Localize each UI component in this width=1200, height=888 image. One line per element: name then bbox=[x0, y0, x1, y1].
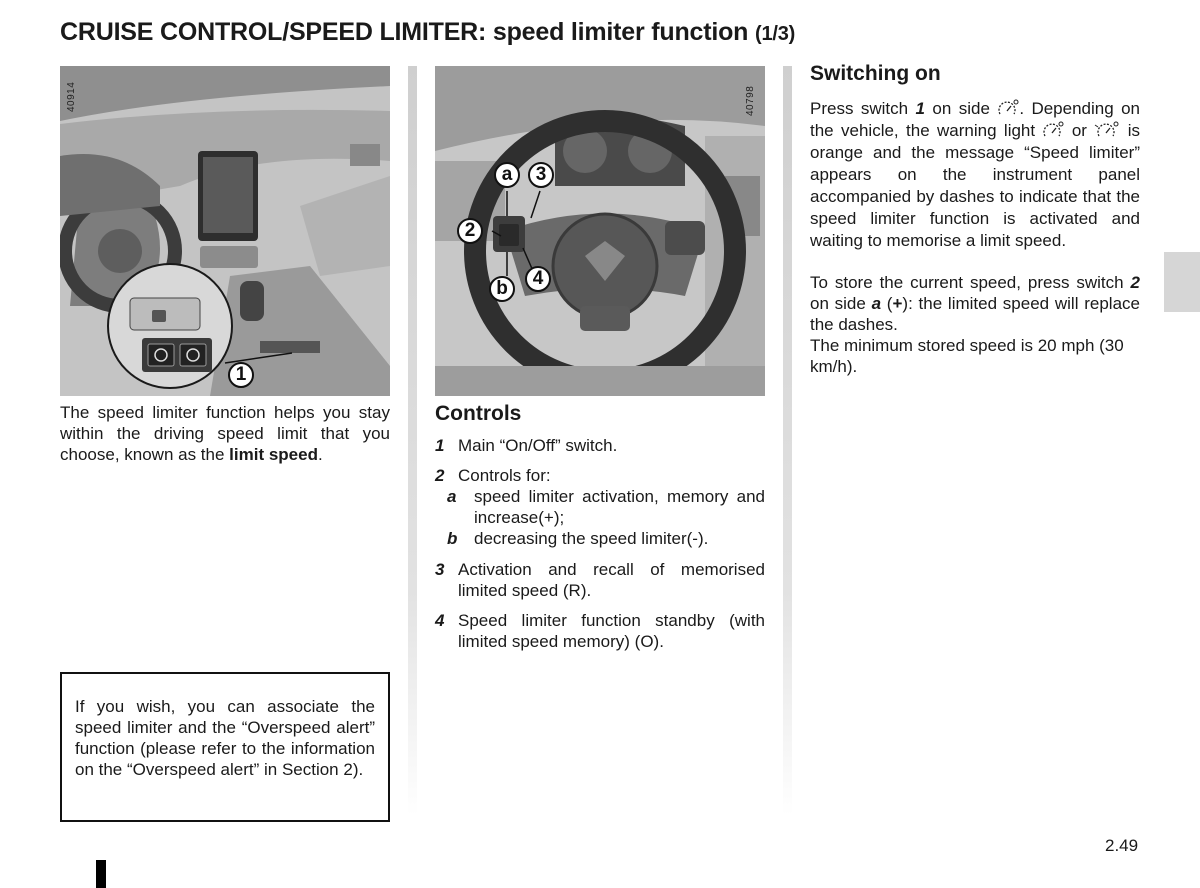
intro-text: The speed limiter function helps you stay within the driving speed limit that you choose, known as the bbox=[60, 403, 390, 464]
control-number: 3 bbox=[435, 560, 445, 579]
column-divider bbox=[408, 66, 417, 816]
para-text: To store the current speed, press switch bbox=[810, 273, 1131, 292]
callout-4: 4 bbox=[525, 266, 551, 292]
control-item-4 bbox=[435, 610, 765, 652]
control-text: Speed limiter function standby (with limited speed memory) (O). bbox=[458, 611, 765, 651]
control-number: 1 bbox=[435, 436, 445, 455]
column-divider bbox=[783, 66, 792, 816]
steering-wheel-illustration bbox=[435, 66, 765, 396]
minimum-speed-paragraph: The minimum stored speed is 20 mph (30 km/h). bbox=[810, 336, 1124, 376]
controls-heading: Controls bbox=[435, 402, 522, 425]
control-number: 2 bbox=[435, 466, 445, 485]
intro-end: . bbox=[317, 445, 323, 464]
speed-limiter-icon bbox=[1042, 121, 1064, 139]
para-text: is orange and the message “Speed limiter” appears on the instrument panel accompanied by dashes to indicate that the speed limiter function is activated and waiting to memorise a limit speed. bbox=[810, 121, 1140, 250]
store-speed-paragraph bbox=[810, 272, 1140, 335]
control-text: Main “On/Off” switch. bbox=[458, 436, 618, 455]
limit-speed-term: limit speed bbox=[229, 445, 318, 464]
page-title bbox=[60, 18, 795, 47]
title-text: CRUISE CONTROL/SPEED LIMITER: speed limiter function bbox=[60, 18, 749, 46]
callout-a: a bbox=[494, 162, 520, 188]
title-part: (1/3) bbox=[755, 23, 796, 45]
control-letter: b bbox=[447, 529, 458, 548]
dashboard-illustration bbox=[60, 66, 390, 396]
para-text: ( bbox=[881, 294, 893, 313]
speed-limiter-icon bbox=[1094, 121, 1120, 139]
control-item-3 bbox=[435, 559, 765, 601]
control-item-2b bbox=[447, 528, 765, 549]
control-item-2 bbox=[435, 465, 765, 486]
control-letter: a bbox=[447, 487, 457, 506]
control-text: Controls for: bbox=[458, 466, 551, 485]
para-text: or bbox=[1064, 121, 1095, 140]
callout-b: b bbox=[489, 276, 515, 302]
switching-on-paragraph bbox=[810, 98, 1140, 252]
speed-limiter-icon bbox=[997, 99, 1019, 117]
section-tab bbox=[1164, 252, 1200, 312]
para-text: Press switch bbox=[810, 99, 916, 118]
switching-on-heading: Switching on bbox=[810, 62, 941, 85]
para-text: on side bbox=[810, 294, 872, 313]
switch-number: 2 bbox=[1130, 273, 1140, 292]
control-number: 4 bbox=[435, 611, 445, 630]
control-text: Activation and recall of memorised limited speed (R). bbox=[458, 560, 765, 600]
callout-1: 1 bbox=[228, 362, 254, 388]
switch-number: 1 bbox=[915, 99, 925, 118]
control-text: speed limiter activation, memory and increase(+); bbox=[474, 487, 765, 527]
para-text: . Depending on the vehicle, the warning light bbox=[810, 99, 1140, 140]
para-text: on side bbox=[924, 99, 998, 118]
note-box bbox=[60, 672, 390, 822]
callout-2: 2 bbox=[457, 218, 483, 244]
callout-3: 3 bbox=[528, 162, 554, 188]
figure-reference: 40798 bbox=[745, 85, 756, 116]
side-letter: a bbox=[871, 294, 882, 313]
control-text: decreasing the speed limiter(-). bbox=[474, 529, 709, 548]
intro-paragraph bbox=[60, 402, 390, 465]
control-item-1 bbox=[435, 435, 765, 456]
plus-sign: + bbox=[892, 294, 903, 313]
control-item-2a bbox=[447, 486, 765, 528]
crop-mark bbox=[96, 860, 106, 888]
page-number: 2.49 bbox=[1105, 836, 1139, 855]
figure-reference: 40914 bbox=[66, 81, 77, 112]
para-text: ): the limited speed will replace the dashes. bbox=[810, 294, 1140, 334]
note-text: If you wish, you can associate the speed limiter and the “Overspeed alert” function (please refer to the information on the “Overspeed alert” in Section 2). bbox=[75, 697, 375, 779]
